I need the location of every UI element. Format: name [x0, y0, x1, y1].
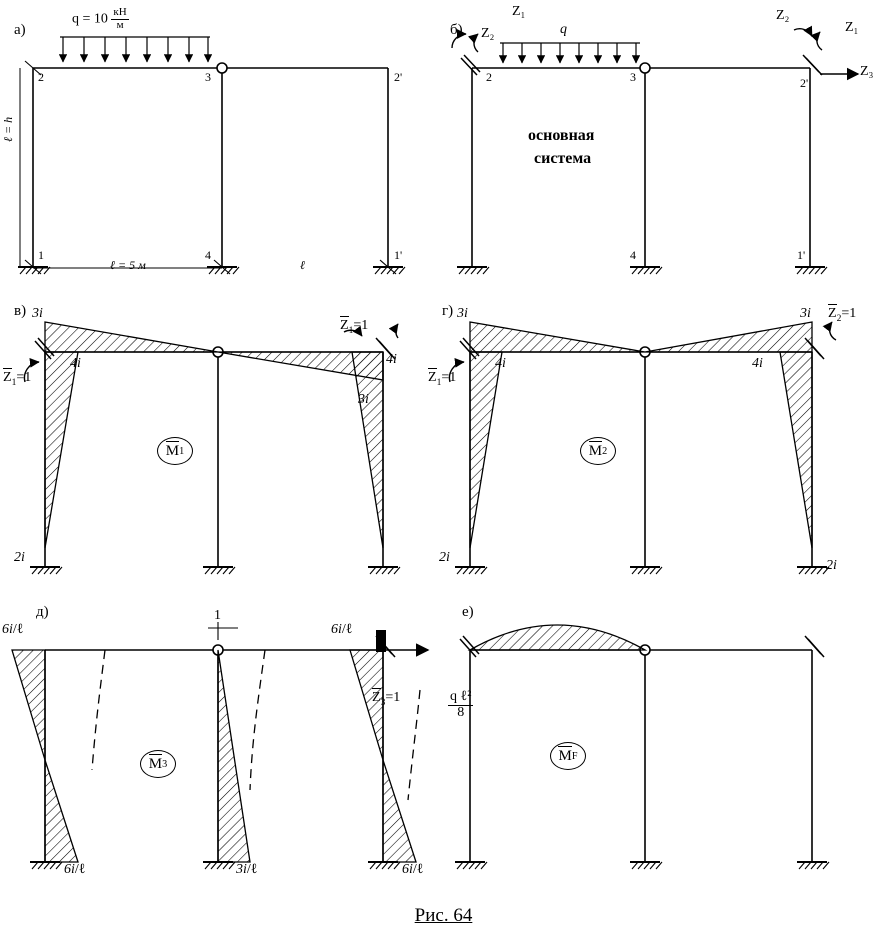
mf-value-den: 8 [457, 704, 465, 720]
m1-value-left-inner: 4i [70, 356, 81, 371]
m2-value-bottom-right: 2i [826, 558, 837, 573]
m3-value-top-left: 6i/ℓ [2, 622, 24, 637]
unknown-z1-right: Z₁ [845, 20, 859, 35]
span-left-dimension-label: ℓ = 5 м [110, 258, 146, 272]
figure-caption-text: Рис. 64 [414, 905, 473, 926]
panel-letter-e: е) [462, 604, 474, 620]
m1-value-bottom-left: 2i [14, 550, 25, 565]
node-label-b-3: 3 [630, 70, 636, 84]
load-units-num: кН [113, 6, 127, 18]
diagram-label-m2: M 2 [580, 437, 616, 465]
panel-letter-a: а) [14, 22, 26, 38]
m2-value-left-inner: 4i [495, 356, 506, 371]
diagram-label-mf: M F [550, 742, 586, 770]
m1-value-right-inner: 4i [386, 352, 397, 367]
m3-value-bottom-right: 6i/ℓ [402, 862, 424, 877]
figure-caption [0, 905, 887, 927]
basic-system-label-line2: система [534, 150, 592, 167]
node-label-3: 3 [205, 70, 211, 84]
panel-letter-v: в) [14, 303, 27, 319]
unknown-z2-right: Z₂ [776, 8, 790, 23]
m2-value-bottom-left: 2i [439, 550, 450, 565]
m2-unit-displacement-left: $Z_1=1$ [428, 370, 457, 388]
diagram-label-m1: M 1 [157, 437, 193, 465]
panel-letter-d: д) [36, 604, 49, 620]
diagram-label-m3: M 3 [140, 750, 176, 778]
height-dimension-label: ℓ = h [1, 116, 15, 142]
basic-system-label-line1: основная [528, 127, 595, 144]
m1-value-top-left: 3i [32, 306, 43, 321]
node-label-2: 2 [38, 70, 44, 84]
m3-value-top-right: 6i/ℓ [331, 622, 353, 637]
node-label-b-1prime: 1' [797, 248, 806, 262]
node-label-4: 4 [205, 248, 211, 262]
m2-unit-displacement-right: $Z_2=1$ [828, 306, 857, 324]
m2-value-right-inner: 4i [752, 356, 763, 371]
node-label-b-4: 4 [630, 248, 636, 262]
m1-value-right-lower: 3i [358, 392, 369, 407]
load-units-den: м [116, 18, 124, 31]
panel-b-load-label: q [560, 22, 567, 37]
m2-value-top-left: 3i [457, 306, 468, 321]
panel-letter-g: г) [442, 303, 454, 319]
unknown-z3-right: Z₃ [860, 64, 874, 79]
unknown-z1-top: Z₁ [512, 4, 526, 19]
m3-value-bottom-left: 6i/ℓ [64, 862, 86, 877]
m3-unit-displacement: $Z_3=1$ [372, 690, 401, 708]
m2-value-top-right: 3i [800, 306, 811, 321]
node-label-b-2: 2 [486, 70, 492, 84]
node-label-1: 1 [38, 248, 44, 262]
unknown-z2-top: Z₂ [481, 26, 495, 41]
panel-letter-b: б) [450, 22, 463, 38]
m1-unit-displacement-right: $Z_1=1$ [340, 318, 369, 336]
m1-unit-displacement-left: $Z_1=1$ [3, 370, 32, 388]
node-label-2prime: 2' [394, 70, 403, 84]
mf-value-num: q ℓ² [450, 689, 472, 704]
node-label-1prime: 1' [394, 248, 403, 262]
m3-value-top-mid: 1 [214, 608, 221, 623]
node-label-b-2prime: 2' [800, 76, 809, 90]
panel-a-load-label: q = 10 $\frac{кН}{м}$ [72, 6, 127, 31]
mf-value-label [448, 690, 473, 720]
m3-value-bottom-mid: 3i/ℓ [236, 862, 258, 877]
span-right-dimension-label: ℓ [300, 258, 305, 272]
